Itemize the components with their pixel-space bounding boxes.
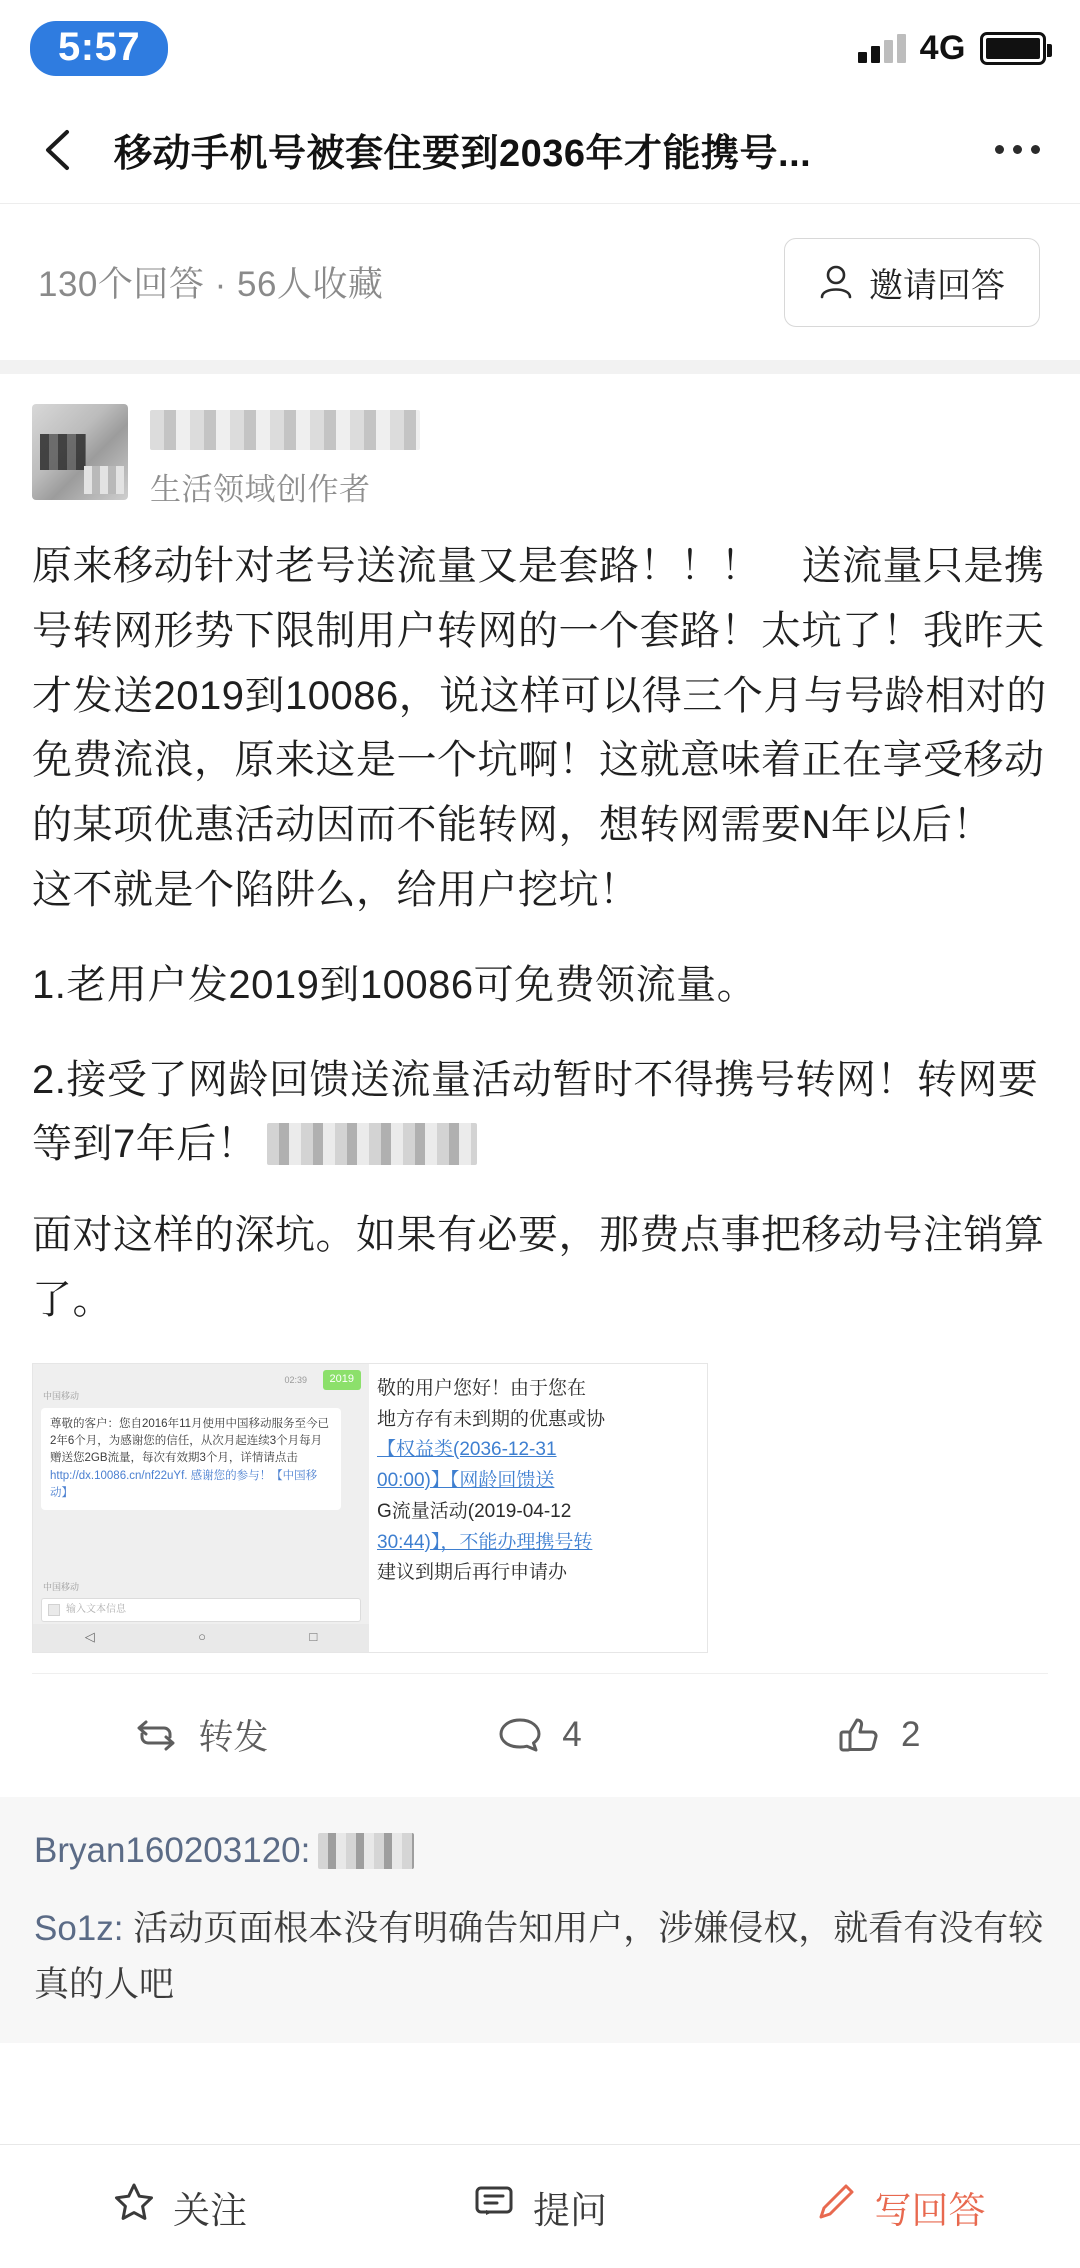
list-item[interactable]: [34, 1823, 1046, 1879]
circle-home-icon: ○: [198, 1629, 206, 1645]
signal-bars-icon: [858, 33, 906, 63]
author-name-masked: [150, 410, 420, 450]
reply-line-highlight: 00:00)】【网龄回馈送: [377, 1470, 555, 1492]
emoji-icon: [48, 1604, 60, 1616]
sms-message-text: 尊敬的客户：您自2016年11月使用中国移动服务至今已2年6个月，为感谢您的信任，从次月起连续3个月每月赠送您2GB流量，每次有效期3个月，详情请点击: [50, 1417, 330, 1465]
embedded-screenshot-left-pane: [33, 1364, 369, 1652]
sms-input-placeholder: 输入文本信息: [66, 1603, 126, 1615]
pencil-icon: [815, 2181, 857, 2232]
answer-card: [0, 374, 1080, 1797]
section-divider: [0, 360, 1080, 374]
network-type-label: 4G: [919, 28, 966, 67]
write-answer-label: 写回答: [874, 2189, 986, 2231]
answer-paragraph: 1.老用户发2019到10086可免费领流量。: [32, 962, 758, 1007]
author-info: [150, 404, 1048, 509]
sms-footer-label: 中国移动: [43, 1581, 80, 1592]
reply-line-highlight: 【权益类(2036-12-31: [377, 1439, 557, 1461]
repost-label: 转发: [198, 1718, 269, 1758]
redaction-mask: [318, 1833, 414, 1869]
invite-answer-label: 邀请回答: [869, 266, 1005, 305]
answer-meta-bar: [0, 204, 1080, 360]
sms-sender-label: 中国移动: [43, 1390, 80, 1401]
sms-message-thanks-link[interactable]: 感谢您的参与！【中国移动】: [50, 1469, 318, 1499]
answer-paragraph-text: 2.接受了网龄回馈送流量活动暂时不得携号转网！转网要等到7年后！: [32, 1057, 1039, 1167]
follow-button[interactable]: [0, 2180, 360, 2234]
status-indicators: [858, 29, 1046, 68]
author-row[interactable]: [32, 404, 1048, 522]
nav-bar: [0, 96, 1080, 204]
sms-message-link[interactable]: http://dx.10086.cn/nf22uYf.: [50, 1469, 188, 1482]
more-dots-icon[interactable]: [991, 135, 1044, 164]
battery-icon: [980, 32, 1046, 65]
ask-label: 提问: [533, 2189, 607, 2231]
answer-action-bar: [32, 1673, 1048, 1797]
comment-list: [0, 1797, 1080, 2043]
comment-icon: [498, 1715, 542, 1755]
comment-count: 4: [562, 1715, 582, 1755]
redaction-mask: [267, 1123, 477, 1165]
square-recents-icon: □: [309, 1629, 318, 1645]
answer-paragraph: 面对这样的深坑。如果有必要，那费点事把移动号注销算了。: [32, 1213, 1045, 1322]
reply-line: 建议到期后再行申请办: [377, 1562, 568, 1584]
ask-button[interactable]: [360, 2180, 720, 2234]
sms-time-label: 02:39: [284, 1374, 307, 1385]
sms-code-badge: 2019: [323, 1370, 361, 1390]
sms-message-bubble: [41, 1408, 341, 1510]
comment-button[interactable]: [371, 1715, 710, 1755]
repost-icon: [134, 1715, 178, 1755]
star-icon: [113, 2181, 155, 2232]
like-button[interactable]: [709, 1715, 1048, 1755]
answer-paragraph: 原来移动针对老号送流量又是套路！！！ 送流量只是携号转网形势下限制用户转网的一个套路！太坑了！我昨天才发送2019到10086，说这样可以得三个月与号龄相对的免费流浪，原来这是一个坑啊！这就意味着正在享受移动的某项优惠活动因而不能转网，想转网需要N年以后！ 这不就是个陷阱么，给用户挖坑！: [32, 544, 1047, 912]
page-title: 移动手机号被套住要到2036年才能携号...: [114, 133, 812, 175]
author-subtitle: 生活领域创作者: [150, 472, 371, 507]
invite-answer-button[interactable]: [784, 238, 1040, 327]
comment-author: Bryan160203120:: [34, 1830, 311, 1870]
comment-author: So1z:: [34, 1908, 124, 1948]
bottom-action-bar: [0, 2144, 1080, 2268]
question-icon: [473, 2181, 515, 2232]
android-nav-bar: [33, 1624, 369, 1652]
triangle-back-icon: ◁: [84, 1629, 95, 1645]
avatar[interactable]: [32, 404, 128, 500]
like-icon: [837, 1715, 881, 1755]
embedded-screenshot[interactable]: [32, 1363, 708, 1653]
answer-body: [32, 534, 1048, 1333]
reply-line: 敬的用户您好！由于您在: [377, 1377, 587, 1399]
follow-label: 关注: [173, 2189, 247, 2231]
write-answer-button[interactable]: [720, 2180, 1080, 2234]
answer-stats: 130个回答 · 56人收藏: [38, 265, 384, 304]
like-count: 2: [900, 1715, 921, 1755]
reply-line: G流量活动(2019-04-12: [377, 1500, 572, 1522]
sms-input-field[interactable]: [41, 1598, 361, 1622]
embedded-screenshot-right-pane: [369, 1364, 707, 1652]
reply-line-highlight: 30:44)】，不能办理携号转: [377, 1531, 593, 1553]
repost-button[interactable]: [32, 1710, 371, 1760]
list-item[interactable]: [34, 1901, 1046, 2013]
status-clock: 5:57: [30, 21, 168, 76]
comment-text: 活动页面根本没有明确告知用户，涉嫌侵权，就看有没有较真的人吧: [34, 1908, 1044, 2004]
answer-paragraph: [32, 1048, 1048, 1178]
reply-line: 地方存有未到期的优惠或协: [377, 1408, 606, 1430]
person-icon: [819, 264, 853, 300]
chevron-left-icon[interactable]: [36, 127, 82, 173]
status-bar: [0, 0, 1080, 96]
